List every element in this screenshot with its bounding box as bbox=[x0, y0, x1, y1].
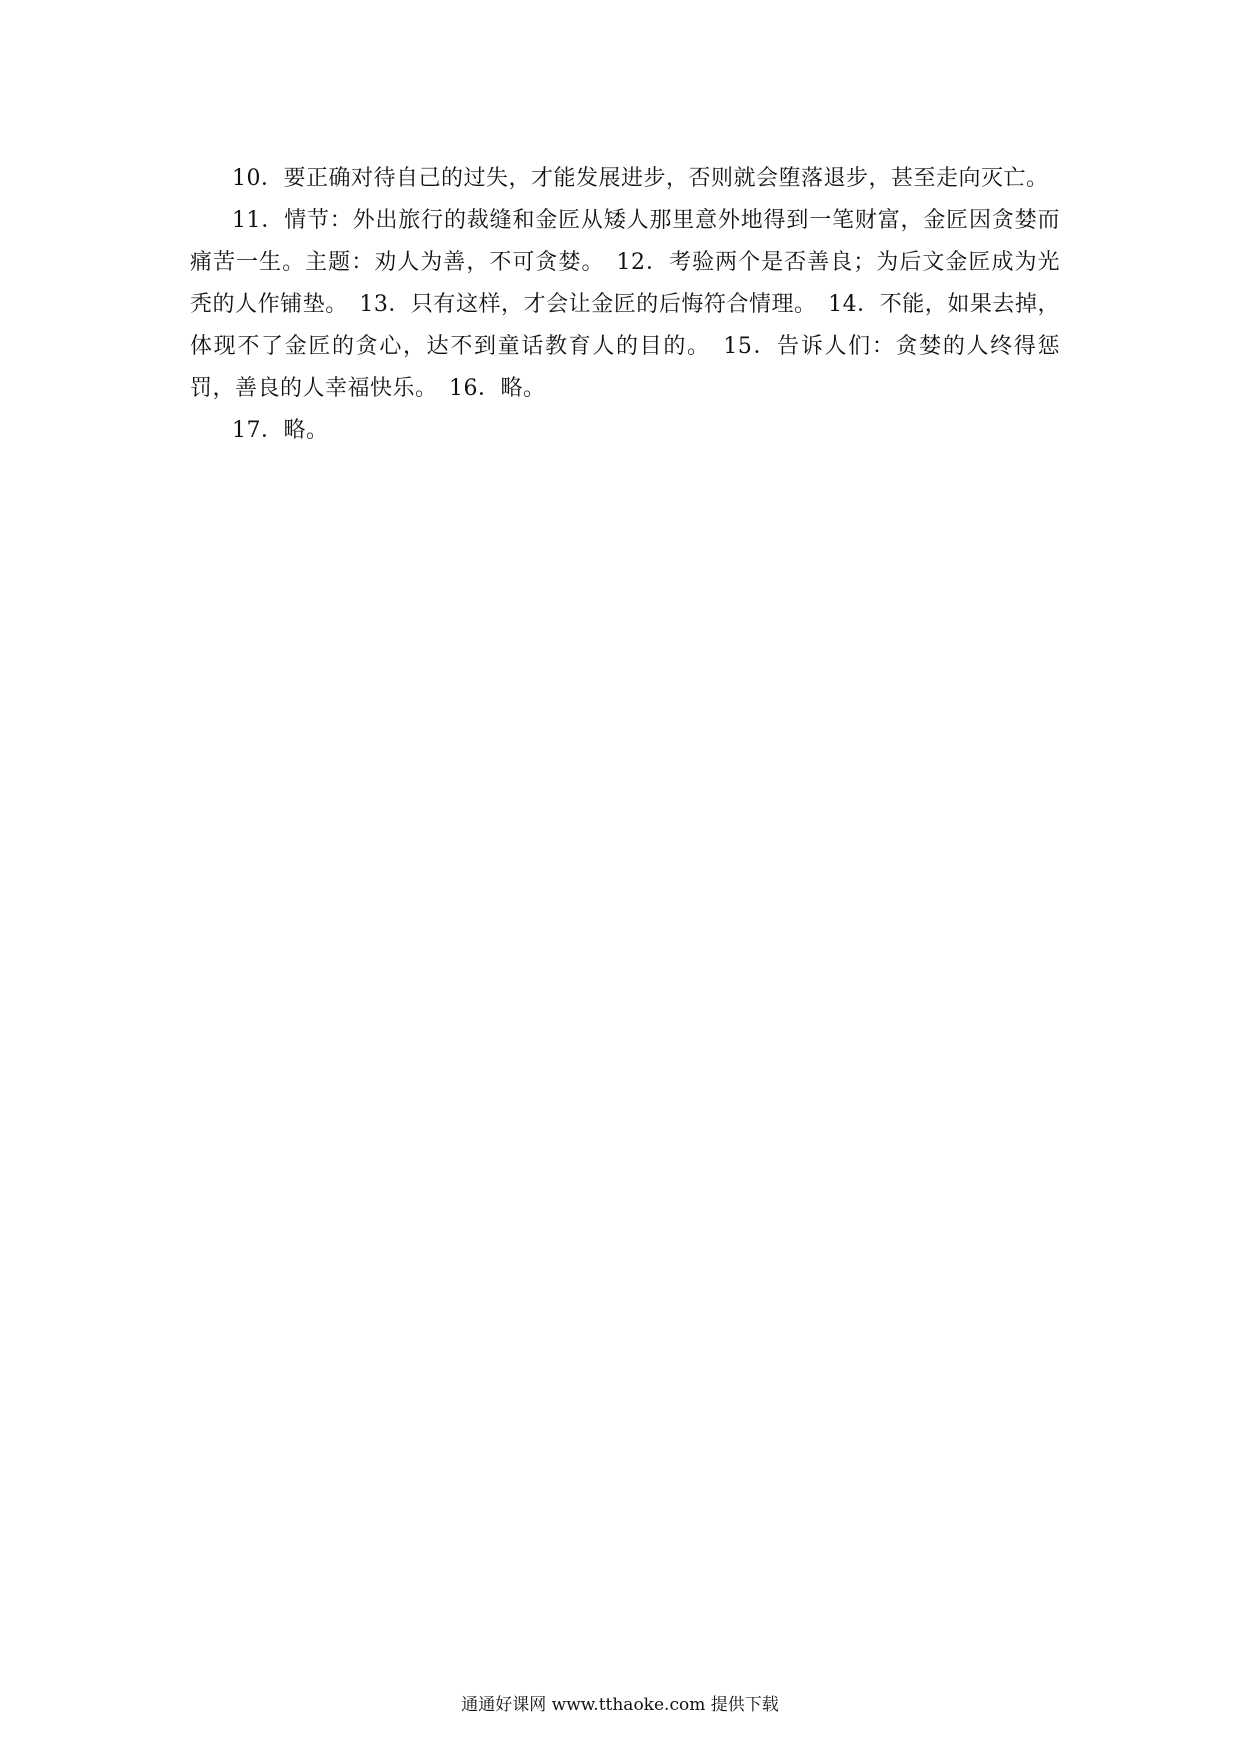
page-footer: 通通好课网 www.tthaoke.com 提供下载 bbox=[461, 1695, 779, 1715]
answer-10: 10．要正确对待自己的过失，才能发展进步，否则就会堕落退步，甚至走向灭亡。 bbox=[232, 166, 1049, 191]
answer-17: 17．略。 bbox=[232, 418, 329, 443]
answer-section bbox=[190, 158, 1060, 452]
answers-11-to-16: 11．情节：外出旅行的裁缝和金匠从矮人那里意外地得到一笔财富，金匠因贪婪而痛苦一生。主题：劝人为善，不可贪婪。 12．考验两个是否善良；为后文金匠成为光秃的人作铺垫。 13．只有这样，才会让金匠的后悔符合情理。 14．不能，如果去掉，体现不了金匠的贪心，达不到童话教育人的目的。 15．告诉人们：贪婪的人终得惩罚，善良的人幸福快乐。 16．略。 bbox=[190, 208, 1060, 401]
